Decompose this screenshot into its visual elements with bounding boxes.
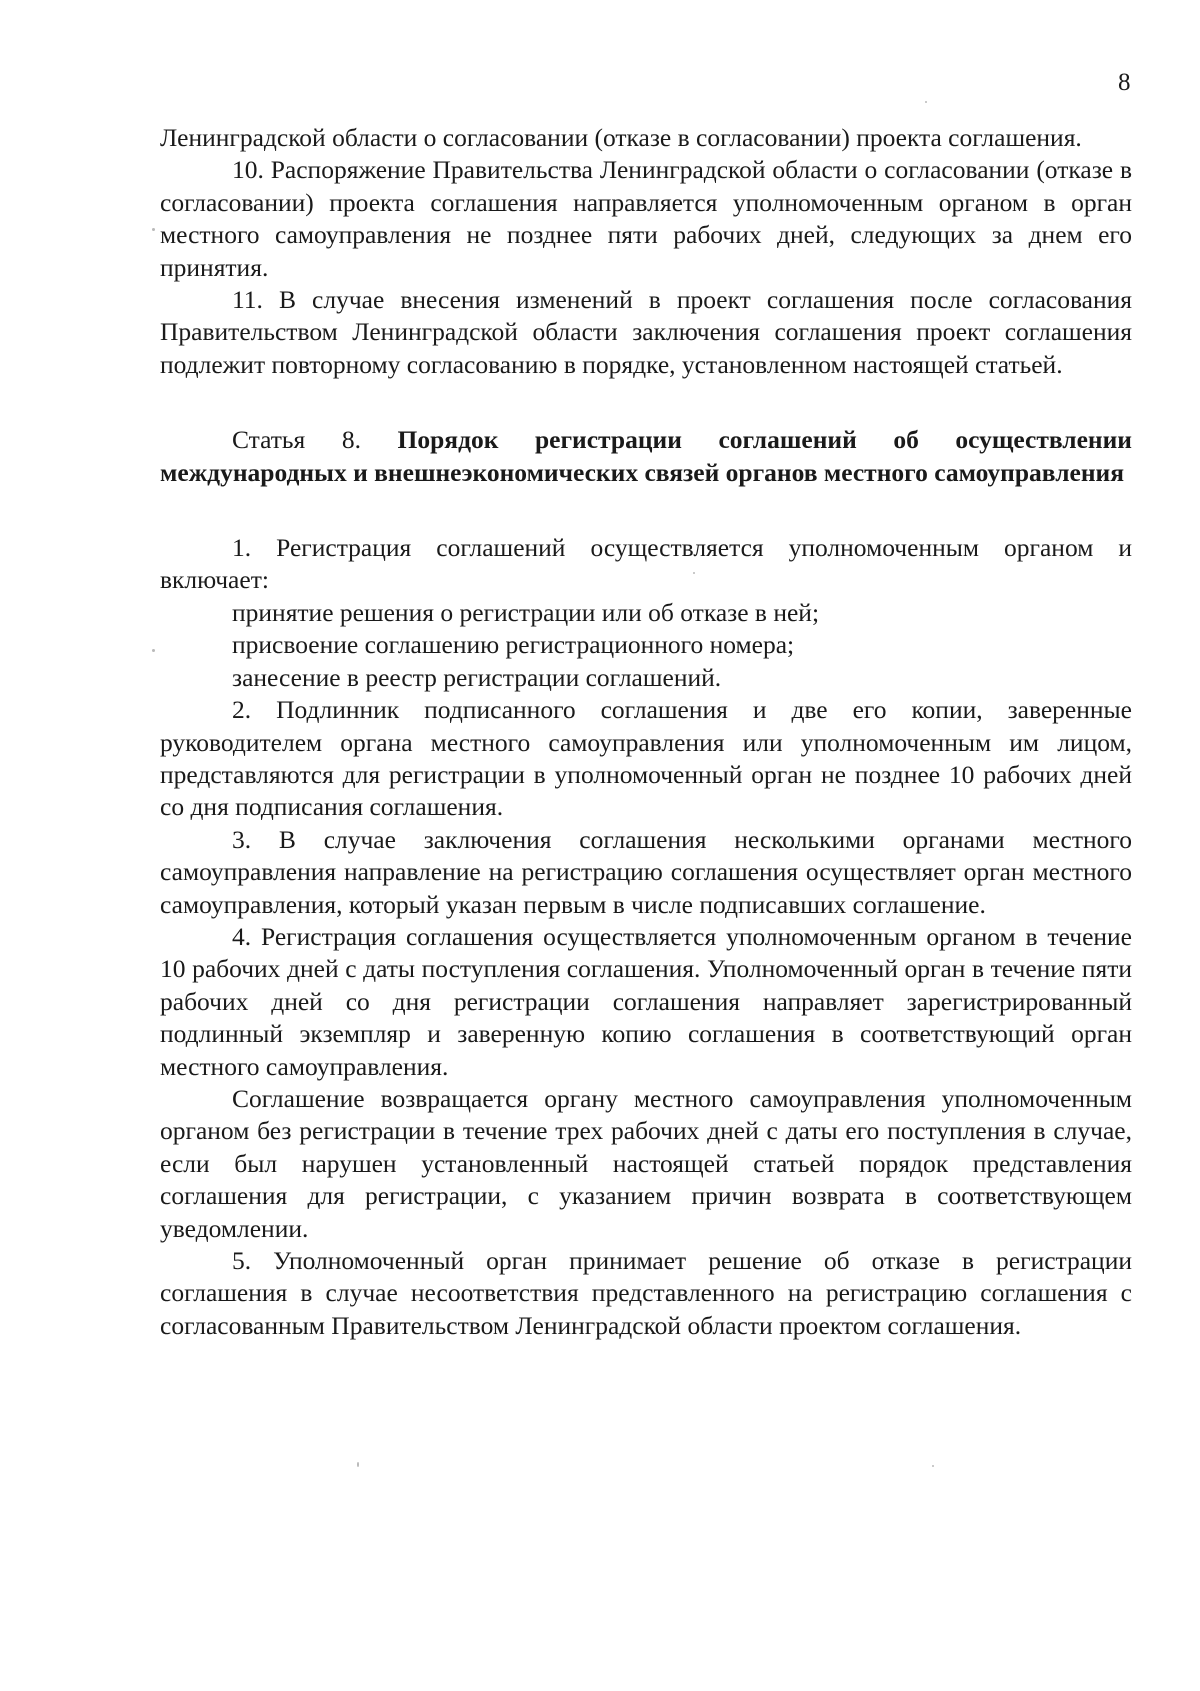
paragraph-item-10: 10. Распоряжение Правительства Ленинградской области о согласовании (отказе в согласовании) проекта соглашения направляется уполномоченным органом в орган местного самоуправления не позднее пяти рабочих дней, следующих за днем его принятия. xyxy=(160,155,1132,282)
scan-speck xyxy=(693,572,695,574)
scan-speck xyxy=(152,649,155,652)
paragraph-continuation: Ленинградской области о согласовании (отказе в согласовании) проекта соглашения. xyxy=(160,123,1082,152)
article-title: Порядок регистрации соглашений об осуществлении международных и внешнеэкономических связей органов местного самоуправления xyxy=(160,425,1132,487)
article-number: Статья 8. xyxy=(232,425,361,455)
article-section xyxy=(160,532,1132,1342)
article-heading xyxy=(160,424,1132,489)
page-number: 8 xyxy=(1118,69,1131,96)
paragraph-item-2: 2. Подлинник подписанного соглашения и две его копии, заверенные руководителем органа местного самоуправления или уполномоченным им лицом, представляются для регистрации в уполномоченный орган не позднее 10 рабочих дней со дня подписания соглашения. xyxy=(160,695,1132,822)
scan-speck xyxy=(152,228,155,231)
pre-article-section xyxy=(160,122,1132,381)
list-item: принятие решения о регистрации или об отказе в ней; xyxy=(232,597,820,627)
paragraph-item-5: 5. Уполномоченный орган принимает решение об отказе в регистрации соглашения в случае несоответствия представленного на регистрацию соглашения с согласованным Правительством Ленинградской области проектом соглашения. xyxy=(160,1246,1132,1340)
paragraph-item-1: 1. Регистрация соглашений осуществляется уполномоченным органом и включает: xyxy=(160,533,1132,595)
scan-speck xyxy=(357,1462,359,1467)
paragraph-return-clause: Соглашение возвращается органу местного самоуправления уполномоченным органом без регистрации в течение трех рабочих дней с даты его поступления в случае, если был нарушен установленный настоящей статьей порядок представления соглашения для регистрации, с указанием причин возврата в соответствующем уведомлении. xyxy=(160,1083,1132,1243)
list-item: присвоение соглашению регистрационного номера; xyxy=(232,630,795,660)
document-body xyxy=(160,122,1132,1342)
scan-speck xyxy=(932,1465,934,1467)
paragraph-item-11: 11. В случае внесения изменений в проект соглашения после согласования Правительством Ленинградской области заключения соглашения проект соглашения подлежит повторному согласованию в порядке, установленном настоящей статьей. xyxy=(160,285,1132,379)
paragraph-item-4: 4. Регистрация соглашения осуществляется уполномоченным органом в течение 10 рабочих дней с даты поступления соглашения. Уполномоченный орган в течение пяти рабочих дней со дня регистрации соглашения направляет зарегистрированный подлинный экземпляр и заверенную копию соглашения в соответствующий орган местного самоуправления. xyxy=(160,921,1132,1081)
paragraph-item-3: 3. В случае заключения соглашения несколькими органами местного самоуправления направление на регистрацию соглашения осуществляет орган местного самоуправления, который указан первым в числе подписавших соглашение. xyxy=(160,824,1132,919)
scan-speck xyxy=(925,101,927,103)
list-item: занесение в реестр регистрации соглашений. xyxy=(232,662,722,692)
